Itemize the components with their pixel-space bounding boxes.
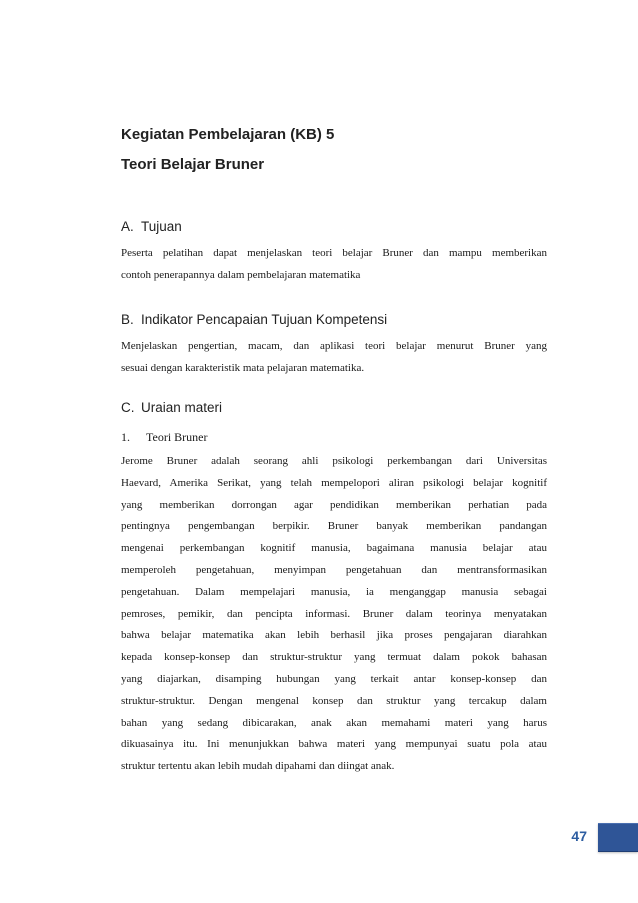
chapter-heading	[121, 120, 561, 180]
section-a-heading	[121, 219, 561, 234]
paragraph-line: contoh penerapannya dalam pembelajaran matematika	[121, 268, 361, 281]
section-b-paragraph	[121, 336, 547, 380]
paragraph-line: pengetahuan. Dalam mempelajari manusia, ia menganggap manusia sebagai	[121, 585, 547, 598]
section-a-number: A.	[121, 219, 134, 234]
paragraph-line: dikuasainya itu. Ini menunjukkan bahwa materi yang mempunyai suatu pola atau	[121, 738, 547, 751]
section-c-heading	[121, 400, 561, 415]
topic-title: Teori Belajar Bruner	[121, 156, 265, 173]
paragraph-line: struktur tertentu akan lebih mudah dipahami dan diingat anak.	[121, 760, 395, 773]
paragraph-line: memperoleh pengetahuan, menyimpan pengetahuan dan mentransformasikan	[121, 563, 547, 576]
section-a-title: Tujuan	[141, 219, 182, 234]
paragraph-line: Haevard, Amerika Serikat, yang telah mempelopori aliran psikologi belajar kognitif	[121, 476, 547, 489]
section-c-number: C.	[121, 400, 135, 415]
section-b-number: B.	[121, 312, 134, 327]
kb-label: Kegiatan Pembelajaran (KB) 5	[121, 126, 335, 143]
section-c-paragraph	[121, 451, 547, 778]
paragraph-line: struktur-struktur. Dengan mengenal konsep dan struktur yang tercakup dalam	[121, 694, 547, 707]
paragraph-line: mengenai perkembangan kognitif manusia, bagaimana manusia belajar atau	[121, 542, 547, 555]
paragraph-line: Jerome Bruner adalah seorang ahli psikologi perkembangan dari Universitas	[121, 455, 547, 467]
section-c-title: Uraian materi	[141, 400, 223, 415]
paragraph-line: bahan yang sedang dibicarakan, anak akan memahami materi yang harus	[121, 716, 547, 729]
page-tab-marker	[598, 823, 638, 852]
paragraph-line: yang diajarkan, disamping hubungan yang terkait antar konsep-konsep dan	[121, 672, 547, 685]
paragraph-line: sesuai dengan karakteristik mata pelajaran matematika.	[121, 361, 365, 374]
paragraph-line: Menjelaskan pengertian, macam, dan aplikasi teori belajar menurut Bruner yang	[121, 340, 547, 352]
page-number: 47	[571, 828, 587, 844]
paragraph-line: kepada konsep-konsep dan struktur-struktur yang termuat dalam pokok bahasan	[121, 651, 547, 664]
section-b-heading	[121, 312, 561, 327]
section-b-title: Indikator Pencapaian Tujuan Kompetensi	[141, 312, 388, 327]
subsection-title: Teori Bruner	[146, 430, 208, 444]
subsection-number: 1.	[121, 430, 130, 444]
paragraph-line: pemroses, pemikir, dan pencipta informasi. Bruner dalam teorinya menyatakan	[121, 607, 547, 620]
paragraph-line: pentingnya pengembangan berpikir. Bruner banyak memberikan pandangan	[121, 520, 547, 533]
section-a-paragraph	[121, 243, 547, 287]
paragraph-line: yang memberikan dorrongan agar pendidikan memberikan perhatian pada	[121, 498, 547, 511]
paragraph-line: Peserta pelatihan dapat menjelaskan teori belajar Bruner dan mampu memberikan	[121, 247, 547, 259]
paragraph-line: bahwa belajar matematika akan lebih berhasil jika proses pengajaran diarahkan	[121, 629, 547, 642]
subsection-heading	[121, 430, 421, 445]
